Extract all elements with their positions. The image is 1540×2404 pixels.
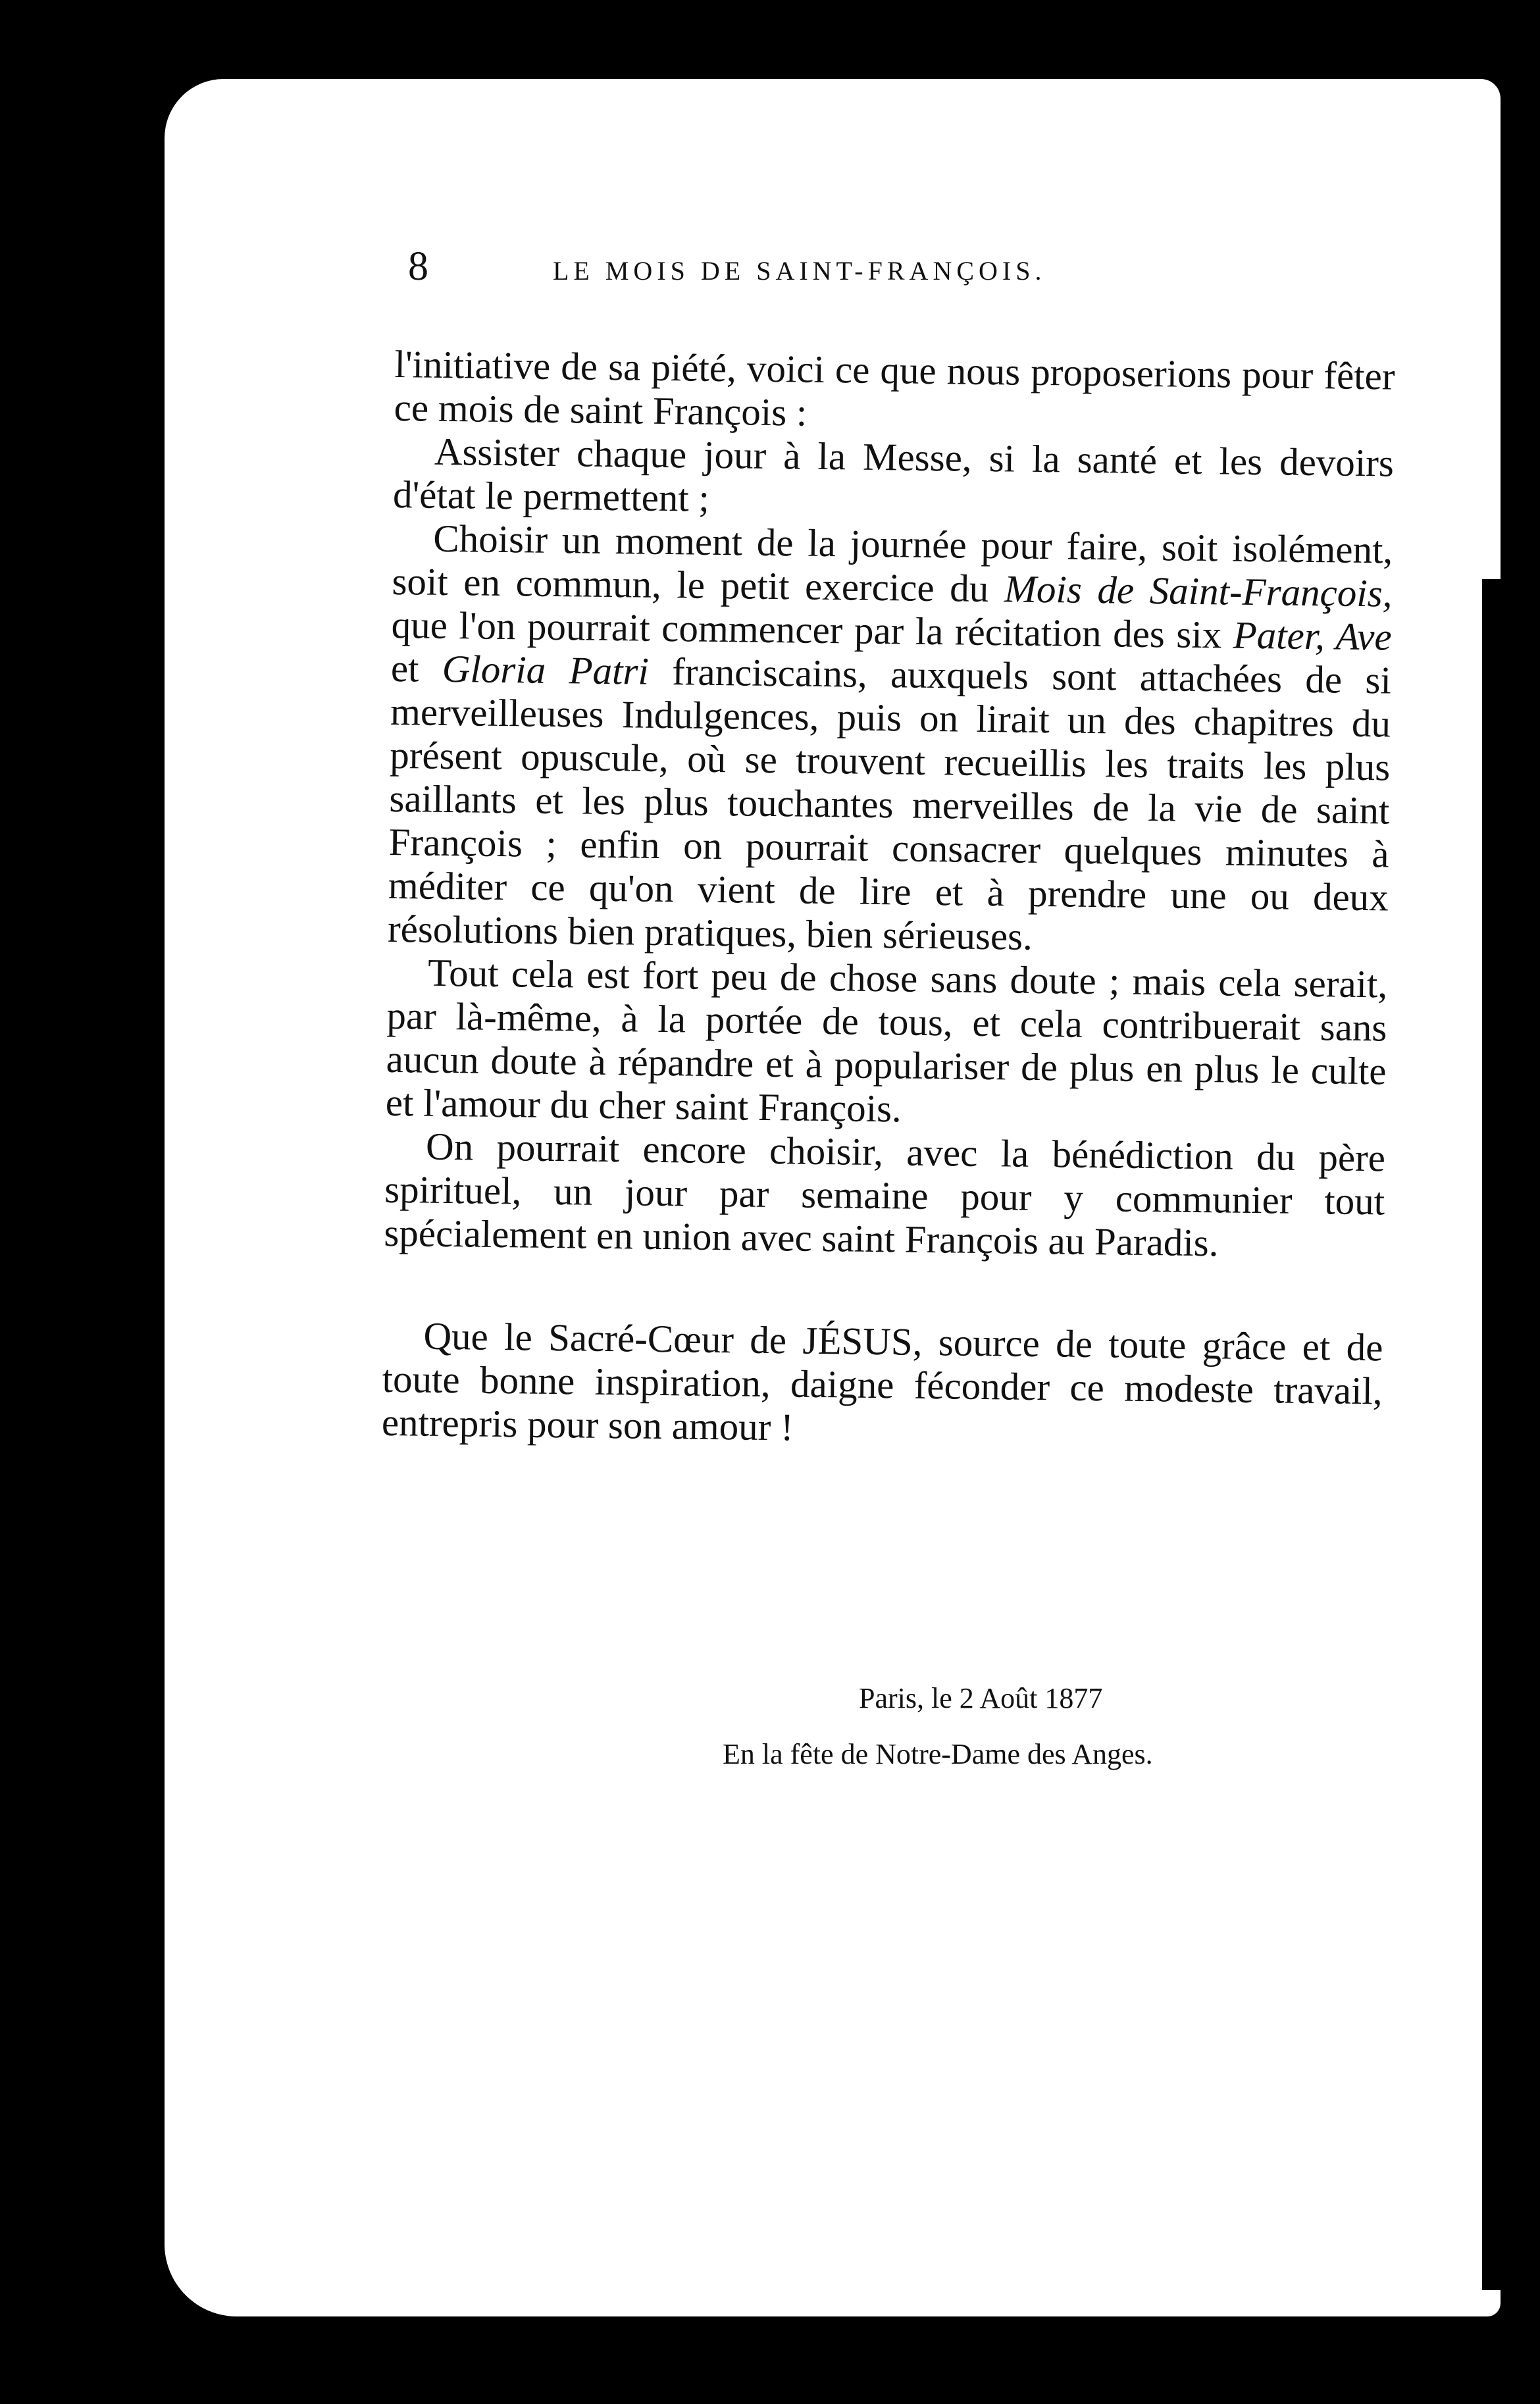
gloria-patri-italic: Gloria Patri (442, 646, 650, 693)
paragraph-5: On pourrait encore choisir, avec la bénédiction du père spirituel, un jour par semaine pour y communier tout spécialement en union avec saint François au Paradis. (384, 1124, 1386, 1265)
paragraph-3-part-4: franciscains, auxquels sont attachées de si merveilleuses Indulgences, puis on lirait un des chapitres du présent opuscule, où se trouvent recueillis les traits les plus saillants et les plus touchantes merveilles de la vie de saint François ; enfin on pourrait consacrer quelques minutes à méditer ce qu'on vient de lire et à prendre une ou deux résolutions bien pratiques, bien sérieuses. (387, 649, 1392, 958)
paragraph-3-part-2: que l'on pourrait commencer par la récitation des six (391, 602, 1234, 657)
paragraph-2: Assister chaque jour à la Messe, si la santé et les devoirs d'état le permettent ; (392, 429, 1395, 520)
signature-date: Paris, le 2 Août 1877 (859, 1682, 1103, 1714)
paragraph-3 (388, 516, 1393, 963)
paragraph-3-part-1: Choisir un moment de la journée pour faire, soit isolément, soit en commun, le petit exercice du (392, 516, 1393, 611)
running-title: LE MOIS DE SAINT-FRANÇOIS. (553, 256, 1046, 286)
book-spine-edge (1482, 579, 1522, 2290)
book-title-italic: Mois de Saint-François, (1004, 567, 1393, 615)
closing-paragraph: Que le Sacré-Cœur de JÉSUS, source de toute grâce et de toute bonne inspiration, daigne féconder ce modeste travail, entrepris pour son amour ! (381, 1314, 1383, 1449)
page-header (408, 243, 1408, 290)
page-number: 8 (408, 244, 428, 289)
paragraph-3-part-3: et (390, 646, 443, 690)
signature-feast: En la fête de Notre-Dame des Anges. (723, 1738, 1153, 1770)
paragraph-4: Tout cela est fort peu de chose sans doute ; mais cela serait, par là-même, à la portée de tous, et cela contribuerait sans aucun doute à répandre et à populariser de plus en plus le culte et l'amour du cher saint François. (385, 950, 1388, 1131)
prayer-names-italic: Pater, Ave (1233, 613, 1393, 659)
body-text (382, 342, 1395, 1456)
paragraph-1: l'initiative de sa piété, voici ce que nous proposerions pour fêter ce mois de saint François : (394, 342, 1395, 434)
